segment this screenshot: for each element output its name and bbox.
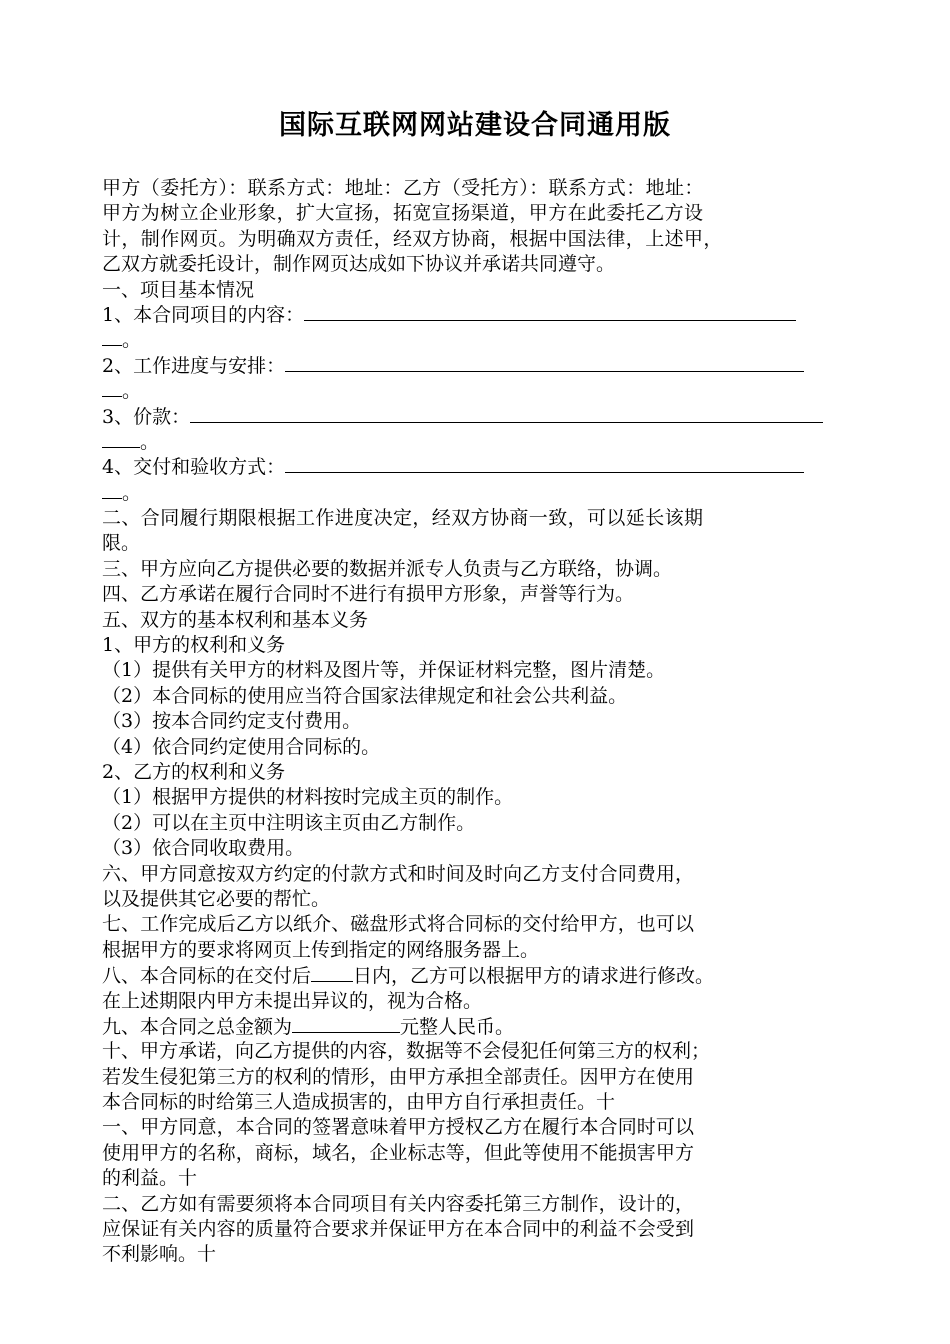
text-line: 一、甲方同意，本合同的签署意味着甲方授权乙方在履行本合同时可以 bbox=[102, 1116, 695, 1139]
item-4-continuation bbox=[102, 481, 872, 506]
fill-in-blank[interactable] bbox=[190, 421, 823, 423]
document-title: 国际互联网网站建设合同通用版 bbox=[279, 110, 671, 141]
fill-in-blank[interactable] bbox=[102, 446, 140, 448]
days-blank[interactable] bbox=[311, 963, 353, 982]
text-line: 以及提供其它必要的帮忙。 bbox=[102, 887, 331, 910]
fill-in-blank[interactable] bbox=[304, 319, 796, 321]
period-mark: 。 bbox=[140, 430, 160, 453]
item-3-row bbox=[102, 405, 872, 430]
item-3-label: 3、价款： bbox=[102, 405, 191, 428]
text-line: 甲方为树立企业形象，扩大宣扬，拓宽宣扬渠道，甲方在此委托乙方设 bbox=[102, 202, 704, 225]
item-9-row bbox=[102, 1014, 872, 1039]
text-line: （4）依合同约定使用合同标的。 bbox=[102, 735, 381, 758]
text-line: 不利影响。十 bbox=[102, 1243, 217, 1266]
item-4-row bbox=[102, 455, 872, 480]
text-line: 计，制作网页。为明确双方责任，经双方协商，根据中国法律，上述甲， bbox=[102, 227, 723, 250]
item-2-label: 2、工作进度与安排： bbox=[102, 354, 286, 377]
text-line: 一、项目基本情况 bbox=[102, 278, 255, 301]
fill-in-blank[interactable] bbox=[102, 344, 122, 346]
document-body bbox=[102, 176, 872, 1268]
item-8-text-b: 日内，乙方可以根据甲方的请求进行修改。 bbox=[353, 965, 715, 988]
text-line: 乙双方就委托设计，制作网页达成如下协议并承诺共同遵守。 bbox=[102, 253, 616, 276]
text-line: 的利益。十 bbox=[102, 1167, 198, 1190]
item-3-continuation bbox=[102, 430, 872, 455]
text-line: 2、乙方的权利和义务 bbox=[102, 760, 286, 783]
text-line: 七、工作完成后乙方以纸介、磁盘形式将合同标的交付给甲方，也可以 bbox=[102, 913, 695, 936]
fill-in-blank[interactable] bbox=[102, 395, 122, 397]
item-9-text-a: 九、本合同之总金额为 bbox=[102, 1015, 293, 1038]
text-line: （1）提供有关甲方的材料及图片等，并保证材料完整，图片清楚。 bbox=[102, 659, 666, 682]
item-8-text-a: 八、本合同标的在交付后 bbox=[102, 965, 312, 988]
item-2-row bbox=[102, 354, 872, 379]
fill-in-blank[interactable] bbox=[285, 471, 804, 473]
text-line: 三、甲方应向乙方提供必要的数据并派专人负责与乙方联络，协调。 bbox=[102, 557, 673, 580]
item-4-label: 4、交付和验收方式： bbox=[102, 456, 286, 479]
text-line: 1、甲方的权利和义务 bbox=[102, 634, 286, 657]
text-line: 若发生侵犯第三方的权利的情形，由甲方承担全部责任。因甲方在使用 bbox=[102, 1065, 695, 1088]
item-2-continuation bbox=[102, 379, 872, 404]
text-line: （2）可以在主页中注明该主页由乙方制作。 bbox=[102, 811, 476, 834]
item-1-row bbox=[102, 303, 872, 328]
period-mark: 。 bbox=[122, 380, 142, 403]
text-line: 限。 bbox=[102, 532, 141, 555]
text-line: 二、合同履行期限根据工作进度决定，经双方协商一致，可以延长该期 bbox=[102, 507, 704, 530]
period-mark: 。 bbox=[122, 481, 142, 504]
item-9-text-b: 元整人民币。 bbox=[400, 1015, 515, 1038]
text-line: 使用甲方的名称，商标，域名，企业标志等，但此等使用不能损害甲方 bbox=[102, 1141, 695, 1164]
text-line: （1）根据甲方提供的材料按时完成主页的制作。 bbox=[102, 786, 514, 809]
item-1-label: 1、本合同项目的内容： bbox=[102, 303, 305, 326]
text-line: 在上述期限内甲方未提出异议的，视为合格。 bbox=[102, 989, 483, 1012]
text-line: （3）按本合同约定支付费用。 bbox=[102, 710, 362, 733]
text-line: 根据甲方的要求将网页上传到指定的网络服务器上。 bbox=[102, 938, 540, 961]
text-line: （3）依合同收取费用。 bbox=[102, 837, 305, 860]
amount-blank[interactable] bbox=[292, 1014, 400, 1033]
period-mark: 。 bbox=[122, 329, 142, 352]
text-line: 十、甲方承诺，向乙方提供的内容，数据等不会侵犯任何第三方的权利； bbox=[102, 1040, 711, 1063]
text-line: 本合同标的时给第三人造成损害的，由甲方自行承担责任。十 bbox=[102, 1091, 616, 1114]
item-8-row bbox=[102, 963, 872, 988]
text-line: 四、乙方承诺在履行合同时不进行有损甲方形象，声誉等行为。 bbox=[102, 583, 635, 606]
fill-in-blank[interactable] bbox=[102, 497, 122, 499]
text-line: 二、乙方如有需要须将本合同项目有关内容委托第三方制作，设计的， bbox=[102, 1192, 695, 1215]
text-line: 五、双方的基本权利和基本义务 bbox=[102, 608, 369, 631]
text-line: 应保证有关内容的质量符合要求并保证甲方在本合同中的利益不会受到 bbox=[102, 1218, 695, 1241]
text-line: （2）本合同标的使用应当符合国家法律规定和社会公共利益。 bbox=[102, 684, 628, 707]
fill-in-blank[interactable] bbox=[285, 370, 804, 372]
text-line: 六、甲方同意按双方约定的付款方式和时间及时向乙方支付合同费用， bbox=[102, 862, 695, 885]
item-1-continuation bbox=[102, 328, 872, 353]
text-line: 甲方（委托方）：联系方式：地址：乙方（受托方）：联系方式：地址： bbox=[102, 177, 704, 199]
